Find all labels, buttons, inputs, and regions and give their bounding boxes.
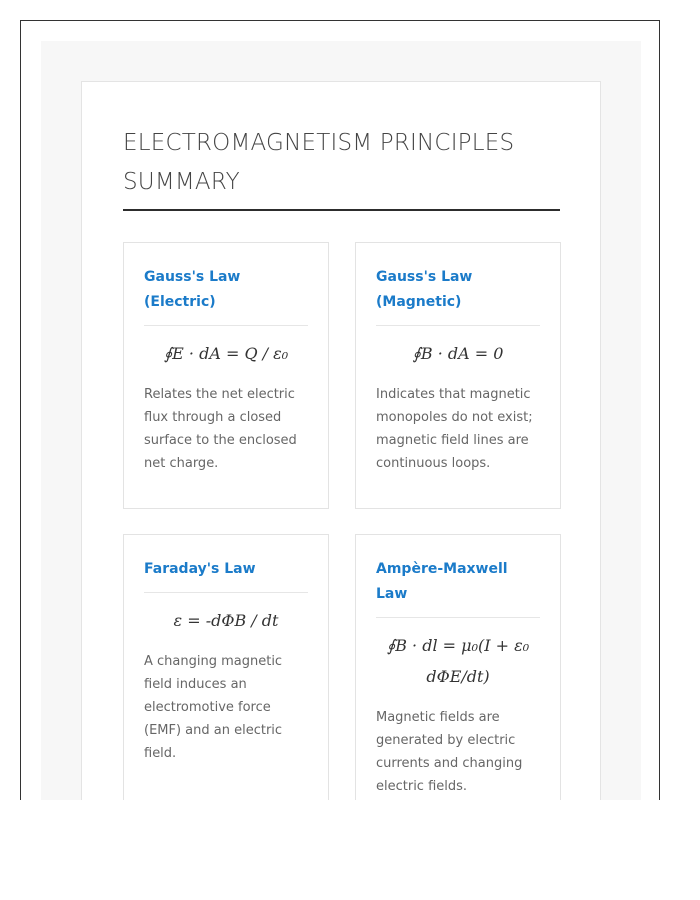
card-formula: ε = -dΦB / dt xyxy=(173,611,279,630)
card-description: A changing magnetic field induces an electromotive force (EMF) and an electric field. xyxy=(144,654,283,761)
card-title: Gauss's Law (Electric) xyxy=(144,265,308,326)
card-description: Relates the net electric flux through a closed surface to the enclosed net charge. xyxy=(144,387,297,471)
card-formula: ∮B · dl = μ₀(I + ε₀ dΦE/dt) xyxy=(386,636,530,686)
summary-sheet xyxy=(81,81,601,800)
card-formula: ∮B · dA = 0 xyxy=(412,344,504,363)
card-faradays-law xyxy=(123,534,329,800)
card-formula: ∮E · dA = Q / ε₀ xyxy=(163,344,289,363)
card-title: Ampère-Maxwell Law xyxy=(376,557,540,618)
page-backdrop xyxy=(41,41,641,800)
card-description: Indicates that magnetic monopoles do not exist; magnetic field lines are continuous loops. xyxy=(376,387,533,471)
card-ampere-maxwell-law xyxy=(355,534,561,800)
card-title: Faraday's Law xyxy=(144,557,308,593)
card-title: Gauss's Law (Magnetic) xyxy=(376,265,540,326)
page-title: ELECTROMAGNETISM PRINCIPLES SUMMARY xyxy=(123,130,515,195)
card-gauss-law-magnetic xyxy=(355,242,561,509)
card-description: Magnetic fields are generated by electric currents and changing electric fields. xyxy=(376,710,523,794)
card-gauss-law-electric xyxy=(123,242,329,509)
title-divider xyxy=(123,209,560,211)
document-frame xyxy=(20,20,660,800)
